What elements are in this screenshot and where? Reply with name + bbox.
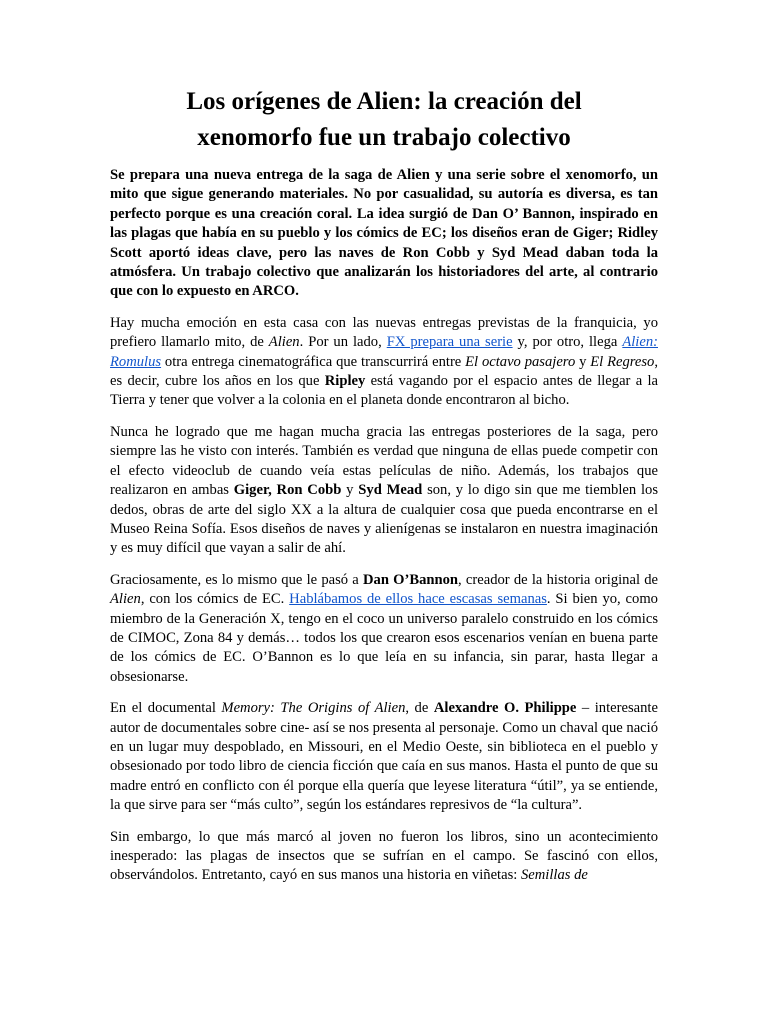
italic-alien: Alien bbox=[268, 334, 300, 351]
title-line-1: Los orígenes de Alien: la creación del bbox=[186, 88, 582, 115]
bold-ripley: Ripley bbox=[324, 373, 366, 390]
paragraph-3: Graciosamente, es lo mismo que le pasó a Dan O’Bannon, creador de la historia original de Alien, con los cómics de EC. Hablábamos de ellos hace escasas semanas. Si bien yo, como miembro de la Generación X, tengo en el coco un universo paralelo construido en los cómics de CIMOC, Zona 84 y demás… todos los que crearon esos escenarios venían en buena parte de los cómics de EC. O’Bannon es lo que leía en su infancia, sin parar, hasta llegar a obsesionarse. bbox=[110, 571, 658, 685]
italic-alien: Alien bbox=[110, 591, 141, 608]
paragraph-5: Sin embargo, lo que más marcó al joven no fueron los libros, sino un acontecimiento inesperado: las plagas de insectos que se sufrían en el campo. Se fascinó con ellos, observándolos. Entretanto, cayó en sus manos una historia en viñetas: Semillas de bbox=[110, 828, 658, 884]
link-fx-serie[interactable]: FX prepara una serie bbox=[386, 334, 513, 351]
article-body bbox=[110, 166, 658, 898]
article-title bbox=[110, 84, 658, 156]
paragraph-1: Hay mucha emoción en esta casa con las nuevas entregas previstas de la franquicia, yo prefiero llamarlo mito, de Alien. Por un lado, FX prepara una serie y, por otro, llega Alien: Romulus otra entrega cinematográfica que transcurrirá entre El octavo pasajero y El Regreso, es decir, cubre los años en los que Ripley está vagando por el espacio antes de llegar a la Tierra y tener que volver a la colonia en el planeta donde encontraron al bicho. bbox=[110, 314, 659, 409]
italic-el-regreso: El Regreso bbox=[590, 353, 655, 370]
link-hablabamos[interactable]: Hablábamos de ellos hace escasas semanas bbox=[289, 591, 547, 608]
bold-giger-cobb: Giger, Ron Cobb bbox=[233, 482, 342, 499]
italic-semillas-de: Semillas de bbox=[520, 867, 588, 884]
link-alien-romulus[interactable]: Alien: Romulus bbox=[110, 334, 658, 370]
italic-octavo-pasajero: El octavo pasajero bbox=[465, 353, 576, 370]
bold-dan-obannon: Dan O’Bannon bbox=[362, 571, 459, 588]
bold-syd-mead: Syd Mead bbox=[358, 482, 423, 499]
paragraph-4: En el documental Memory: The Origins of Alien, de Alexandre O. Philippe – interesante autor de documentales sobre cine- así se nos presenta al personaje. Como un chaval que nació en un lugar muy despoblado, en Missouri, en el Medio Oeste, sin biblioteca en el pueblo y obsesionado por todo libro de ciencia ficción que caía en sus manos. Hasta el punto de que su madre entró en conflicto con él porque ella quería que leyese literatura “útil”, ya se entiende, la que sirve para ser “más culto”, según los estándares represivos de “la cultura”. bbox=[110, 700, 658, 814]
italic-memory-documental: Memory: The Origins of Alien bbox=[221, 700, 406, 717]
paragraph-2: Nunca he logrado que me hagan mucha gracia las entregas posteriores de la saga, pero siempre las he visto con interés. También es verdad que ninguna de ellas puede competir con el efecto videoclub de cuando veía estas películas de niño. Además, los trabajos que realizaron en ambas Giger, Ron Cobb y Syd Mead son, y lo digo sin que me tiemblen los dedos, obras de arte del siglo XX a la altura de cualquier cosa que pueda encontrarse en el Museo Reina Sofía. Esos diseños de naves y alienígenas se instalaron en nuestra imaginación y es muy difícil que vayan a salir de ahí. bbox=[110, 423, 658, 557]
title-line-2: xenomorfo fue un trabajo colectivo bbox=[197, 124, 571, 151]
bold-alexandre-philippe: Alexandre O. Philippe bbox=[433, 700, 577, 717]
lead-paragraph: Se prepara una nueva entrega de la saga de Alien y una serie sobre el xenomorfo, un mito que sigue generando materiales. No por casualidad, su autoría es diversa, es tan perfecto porque es una creación coral. La idea surgió de Dan O’ Bannon, inspirado en las plagas que había en su pueblo y los cómics de EC; los diseños eran de Giger; Ridley Scott aportó ideas clave, pero las naves de Ron Cobb y Syd Mead daban toda la atmósfera. Un trabajo colectivo que analizarán los historiadores del arte, al contrario que con lo expuesto en ARCO. bbox=[110, 167, 658, 300]
